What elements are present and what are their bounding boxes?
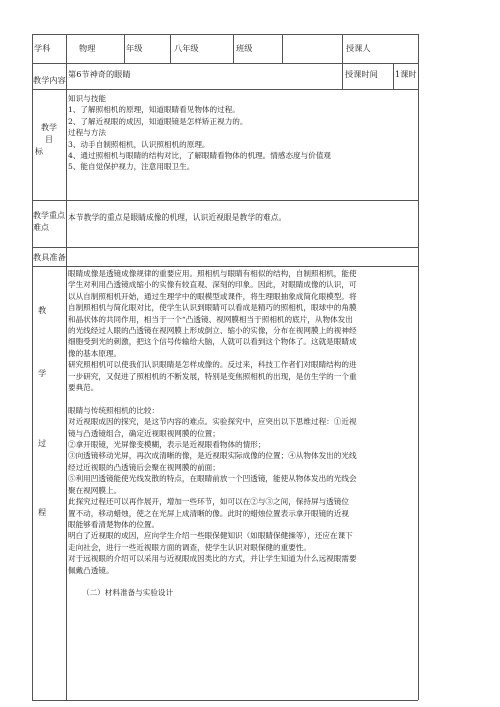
time-label: 授课时间 bbox=[345, 69, 378, 79]
table-divider bbox=[124, 34, 125, 63]
process-text bbox=[68, 268, 357, 599]
objective-line: 3、动手自制照相机，认识照相机的原理。 bbox=[68, 139, 210, 149]
process-line: ②拿开眼镜，光屏像变模糊，表示是近视眼看物体的情形； bbox=[68, 440, 266, 450]
process-line: ③向透镜移动光屏，再次成清晰的像，是近视眼实际成像的位置；④从物体发出的光线 bbox=[68, 451, 357, 461]
content-value: 第6节神奇的眼睛 bbox=[68, 69, 131, 79]
process-line: 的光线经过人眼的凸透镜在视网膜上形成倒立、缩小的实像，分布在视网膜上的视神经 bbox=[68, 326, 357, 336]
process-line: 眼能够看清楚物体的位置。 bbox=[68, 519, 160, 529]
process-line: 要典范。 bbox=[68, 383, 99, 393]
process-label-char: 教 bbox=[38, 305, 47, 315]
objective-line: 5、能自觉保护视力，注意用眼卫生。 bbox=[68, 162, 195, 172]
table-divider bbox=[170, 34, 171, 63]
objectives-label-line: 教学 bbox=[41, 123, 57, 132]
teacher-label: 授课人 bbox=[346, 43, 371, 53]
table-border-right bbox=[418, 34, 419, 700]
content-label: 教学内容 bbox=[33, 75, 66, 85]
subject-value: 物理 bbox=[79, 43, 96, 53]
class-label: 班级 bbox=[236, 43, 253, 53]
grade-label: 年级 bbox=[126, 43, 143, 53]
table-border-top bbox=[32, 34, 418, 35]
table-divider bbox=[393, 63, 394, 89]
objectives-label-line: 目 bbox=[45, 135, 53, 144]
process-line: ⑤利用凹透镜能使光线发散的特点，在眼睛前放一个凹透镜，能使从物体发出的光线会 bbox=[68, 474, 357, 484]
table-divider bbox=[282, 34, 283, 63]
table-divider bbox=[32, 200, 418, 201]
process-line: 走向社会，进行一些近视眼方面的调查，使学生认识对眼保健的重要性。 bbox=[68, 542, 311, 552]
process-line: 明白了近视眼的成因，应向学生介绍一些眼保健知识（如眼睛保健操等），还应在课下 bbox=[68, 531, 353, 541]
process-label-char: 过 bbox=[38, 438, 47, 448]
table-divider bbox=[342, 34, 343, 89]
process-line: 细胞受到光的刺激，把这个信号传输给大脑，人就可以看到这个物体了。这就是眼睛成 bbox=[68, 337, 357, 347]
process-line bbox=[68, 576, 357, 587]
objective-line: 4、通过照相机与眼睛的结构对比，了解眼睛看物体的机理。情感态度与价值观 bbox=[68, 151, 332, 161]
materials-label: 教具准备 bbox=[33, 252, 66, 262]
key-points-label-line: 教学重点 bbox=[33, 211, 65, 220]
objective-line: 知识与技能 bbox=[68, 94, 106, 103]
process-line: 佩戴凸透镜。 bbox=[68, 565, 114, 575]
process-line: 和晶状体的共同作用，相当于一个“凸透镜、视网膜相当于照相机的底片，从物体发出 bbox=[68, 314, 353, 324]
table-divider bbox=[233, 34, 234, 63]
table-divider bbox=[32, 89, 418, 90]
process-section-heading: （二）材料准备与实验设计 bbox=[82, 588, 174, 598]
objective-line: 2、了解近视眼的成因，知道眼镜是怎样矫正视力的。 bbox=[68, 116, 248, 126]
objectives-label-line: 标 bbox=[35, 147, 43, 156]
table-divider bbox=[66, 34, 67, 700]
key-points-text: 本节教学的重点是眼睛成像的机理，认识近视眼是教学的难点。 bbox=[68, 213, 287, 222]
process-line: 眼睛与传统照相机的比较： bbox=[68, 405, 160, 415]
process-line: 学生对利用凸透镜成缩小的实像有较直观、深刻的印象。因此，对眼睛成像的认识，可 bbox=[68, 280, 357, 290]
process-line: 自制照相机与简化眼对比，使学生认识到眼睛可以看成是精巧的照相机，眼球中的角膜 bbox=[68, 303, 357, 313]
process-line: 聚在视网膜上。 bbox=[68, 485, 122, 495]
objective-line: 过程与方法 bbox=[68, 128, 106, 138]
objective-line: 1、了解照相机的原理，知道眼睛看见物体的过程。 bbox=[68, 105, 240, 115]
process-line: 对近视眼成因的探究，是这节内容的难点。实验探究中，应突出以下思维过程：①近视 bbox=[68, 417, 357, 427]
process-line: 以从自制照相机开始，通过生理学中的眼模型或课件，将生理眼抽象成简化眼模型。将 bbox=[68, 291, 357, 301]
table-divider bbox=[32, 247, 418, 248]
table-divider bbox=[32, 63, 418, 64]
subject-label: 学科 bbox=[34, 43, 51, 53]
process-line: 置不动，移动蜡烛，使之在光屏上成清晰的像。此时的蜡烛位置表示拿开眼镜的近视 bbox=[68, 508, 349, 518]
process-label-char: 学 bbox=[38, 368, 47, 378]
process-line: 像的基本原理。 bbox=[68, 348, 122, 358]
grade-value: 八年级 bbox=[174, 43, 199, 53]
table-border-bottom bbox=[32, 700, 418, 701]
table-divider bbox=[32, 266, 418, 267]
time-value: 1课时 bbox=[395, 69, 417, 79]
process-line: 一步研究，又促进了照相机的不断发展，特别是变焦照相机的出现，是仿生学的一个重 bbox=[68, 371, 357, 381]
key-points-label-line: 难点 bbox=[33, 223, 49, 232]
objectives-text bbox=[68, 93, 331, 173]
process-line: 对于远视眼的介绍可以采用与近视眼成因类比的方式，并让学生知道为什么远视眼需要 bbox=[68, 554, 357, 564]
process-line: 研究照相机可以使我们认识眼睛是怎样成像的。反过来，科技工作者们对眼睛结构的进 bbox=[68, 360, 357, 370]
key-points-label bbox=[33, 210, 66, 234]
process-line: 经过近视眼的凸透镜后会聚在视网膜的前面； bbox=[68, 462, 220, 472]
process-line bbox=[68, 393, 357, 404]
process-line: 此探究过程还可以再作展开，增加一些环节，如可以在②与③之间，保持屏与透镜位 bbox=[68, 497, 349, 507]
process-line: 镜与凸透镜组合，确定近视眼视网膜的位置； bbox=[68, 428, 220, 438]
process-line: 眼睛成像是透镜成像规律的重要应用。照相机与眼睛有相似的结构，自制照相机，能使 bbox=[68, 269, 357, 278]
objectives-label bbox=[33, 122, 65, 158]
process-label-char: 程 bbox=[38, 507, 47, 517]
